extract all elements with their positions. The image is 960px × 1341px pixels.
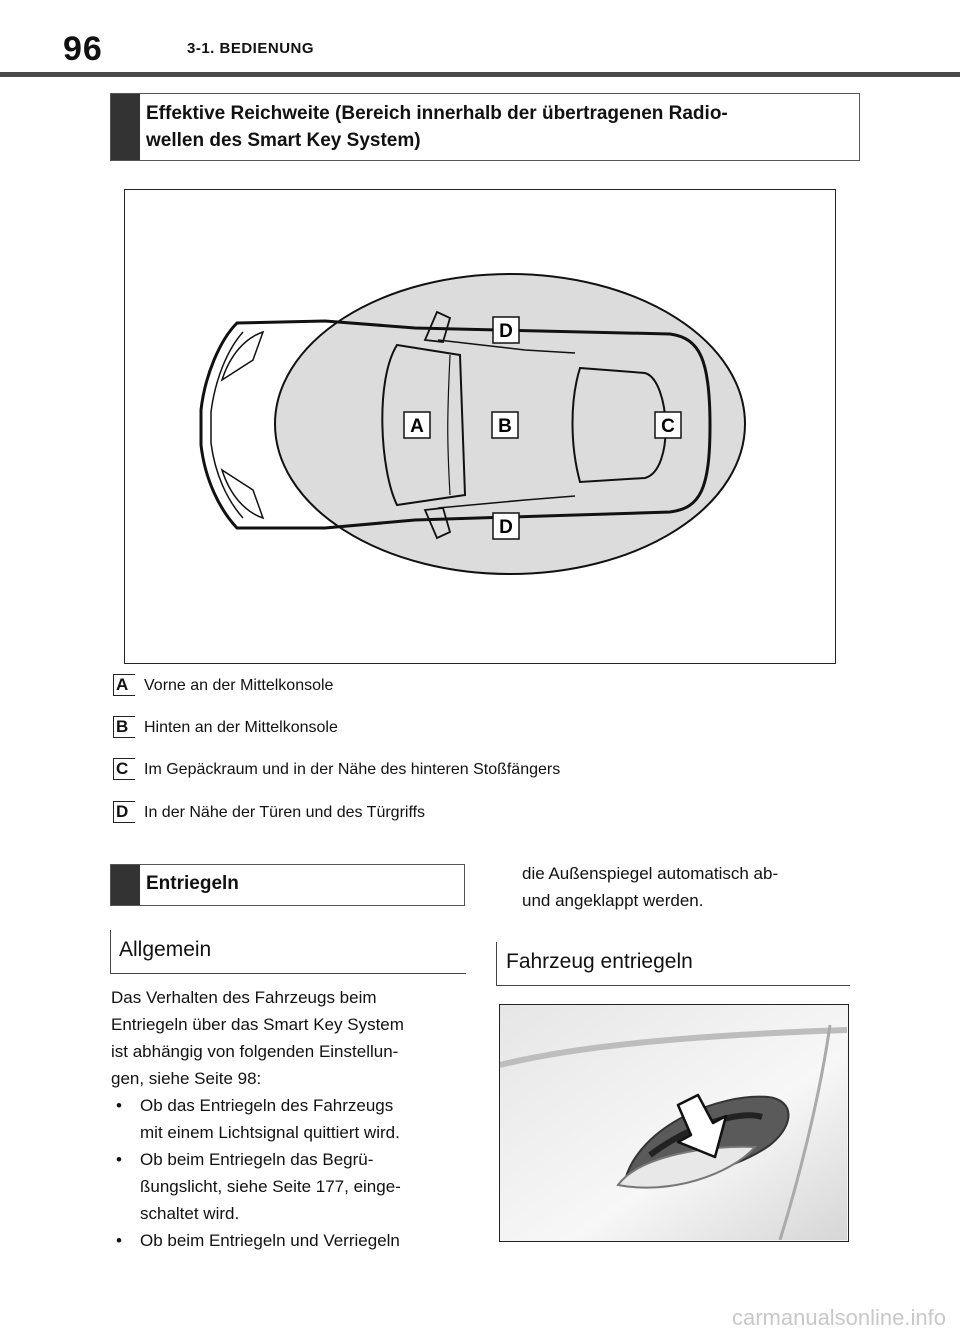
headlight-right [222,470,263,518]
legend-tag: A [113,674,135,696]
label-d-bottom-text: D [499,517,513,538]
headlight-left [222,332,263,380]
unlock-heading: Entriegeln [146,873,239,894]
range-heading-box [110,93,860,161]
legend-text: Vorne an der Mittelkonsole [144,677,334,694]
bullet-text: Ob beim Entriegeln das Begrü- [140,1150,374,1169]
range-heading-line2: wellen des Smart Key System) [146,130,421,151]
legend-tag: C [113,758,135,780]
continuation-text-line: und angeklappt werden. [522,891,704,910]
legend-text: Im Gepäckraum und in der Nähe des hinteren Stoßfängers [144,761,561,778]
bullet-dot: • [116,1150,122,1169]
label-a [404,412,430,438]
general-text-line: ist abhängig von folgenden Einstellun- [111,1042,399,1061]
unlock-vehicle-heading-rule-v [496,942,497,986]
unlock-heading-box [110,864,465,906]
general-text-line: Das Verhalten des Fahrzeugs beim [111,988,377,1007]
general-heading: Allgemein [119,938,212,961]
section-title: 3-1. BEDIENUNG [187,40,315,57]
smart-key-range-figure [124,189,836,664]
unlock-vehicle-heading: Fahrzeug entriegeln [506,950,693,973]
legend-text: Hinten an der Mittelkonsole [144,719,338,736]
label-b [492,412,518,438]
general-heading-rule-v [110,930,111,974]
general-heading-rule-h [110,973,466,974]
car-body-inner [211,332,243,518]
bullet-text: mit einem Lichtsignal quittiert wird. [140,1123,400,1142]
door-handle-illustration [499,1004,849,1242]
legend-tag: B [113,716,135,738]
unlock-vehicle-heading-rule-h [496,985,850,986]
continuation-text-line: die Außenspiegel automatisch ab- [522,864,779,883]
bullet-text: ßungslicht, siehe Seite 177, einge- [140,1177,401,1196]
header-rule [0,72,960,77]
label-b-text: B [498,416,512,437]
bullet-text: schaltet wird. [140,1204,240,1223]
label-d-top-text: D [499,321,513,342]
bullet-text: Ob beim Entriegeln und Verriegeln [140,1231,400,1250]
legend-text: In der Nähe der Türen und des Türgriffs [144,804,426,821]
label-c [655,412,681,438]
general-text-line: gen, siehe Seite 98: [111,1069,262,1088]
heading-bar [111,865,140,905]
label-c-text: C [661,416,675,437]
bullet-dot: • [116,1231,122,1250]
page-number: 96 [63,30,103,68]
car-top-view-diagram [125,190,834,662]
label-d-top [493,317,519,343]
bullet-dot: • [116,1096,122,1115]
label-a-text: A [410,416,424,437]
range-heading-line1: Effektive Reichweite (Bereich innerhalb der übertragenen Radio- [146,103,728,124]
bullet-text: Ob das Entriegeln des Fahrzeugs [140,1096,394,1115]
heading-bar [111,94,140,160]
watermark: carmanualsonline.info [731,1305,946,1330]
label-d-bottom [493,513,519,539]
general-text-line: Entriegeln über das Smart Key System [111,1015,404,1034]
door-handle-drawing [500,1005,847,1240]
legend-tag: D [113,801,135,823]
